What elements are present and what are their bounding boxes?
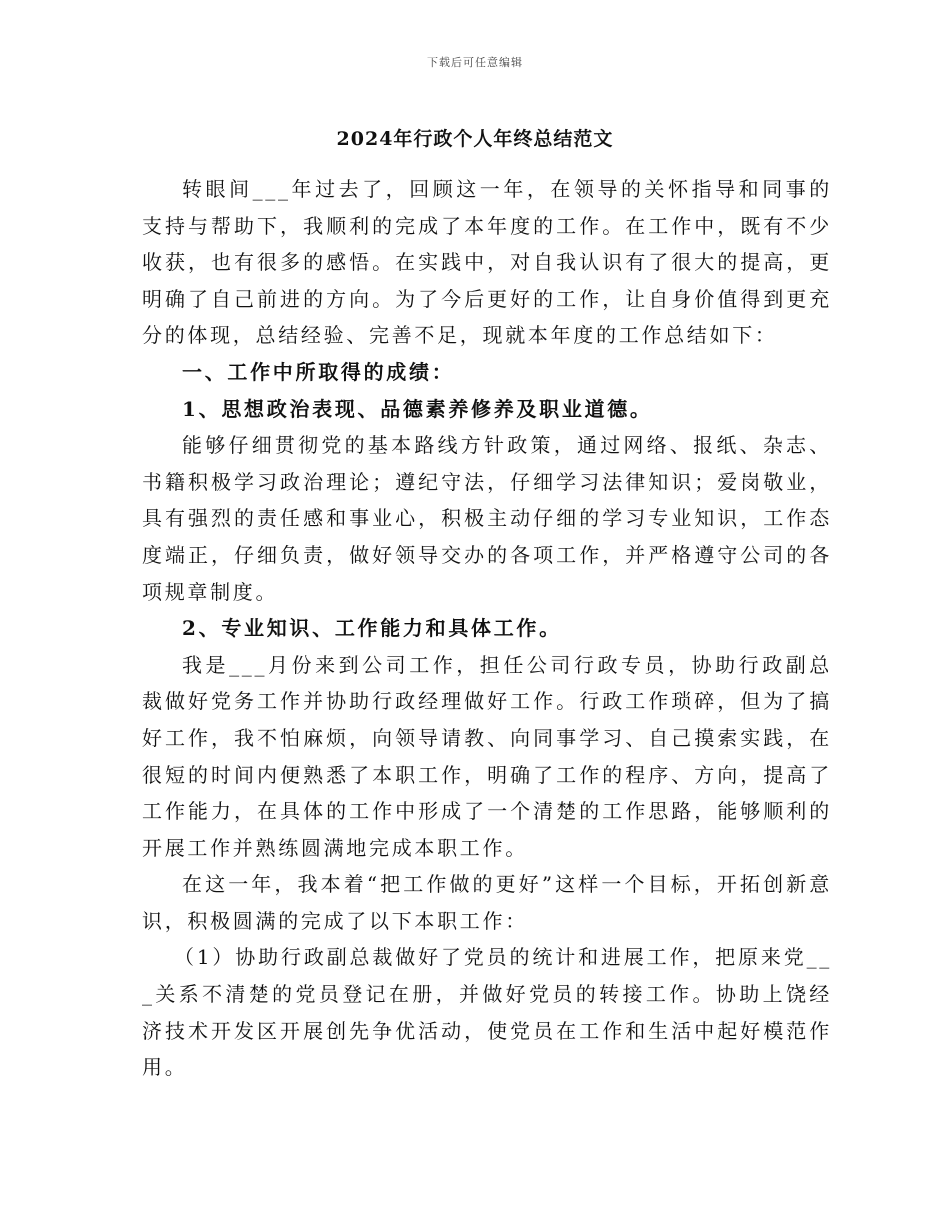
section-heading-achievements: 一、工作中所取得的成绩： <box>182 359 455 384</box>
work-item-1: （1）协助行政副总裁做好了党员的统计和进展工作，把原来党___关系不清楚的党员登记在册，并做好党员的转接工作。协助上饶经济技术开发区开展创先争优活动，使党员在工作和生活中起好模范作用。 <box>142 945 832 1080</box>
page-header-note: 下载后可任意编辑 <box>427 56 523 69</box>
document-title: 2024年行政个人年终总结范文 <box>336 128 614 150</box>
goal-paragraph: 在这一年，我本着“把工作做的更好”这样一个目标，开拓创新意识，积极圆满的完成了以下本职工作： <box>142 872 832 933</box>
ethics-paragraph: 能够仔细贯彻党的基本路线方针政策，通过网络、报纸、杂志、书籍积极学习政治理论；遵纪守法，仔细学习法律知识；爱岗敬业，具有强烈的责任感和事业心，积极主动仔细的学习专业知识，工作态度端正，仔细负责，做好领导交办的各项工作，并严格遵守公司的各项规章制度。 <box>142 433 832 604</box>
subsection-heading-skills: 2、专业知识、工作能力和具体工作。 <box>182 616 562 641</box>
skills-paragraph: 我是___月份来到公司工作，担任公司行政专员，协助行政副总裁做好党务工作并协助行政经理做好工作。行政工作琐碎，但为了搞好工作，我不怕麻烦，向领导请教、向同事学习、自己摸索实践，在很短的时间内便熟悉了本职工作，明确了工作的程序、方向，提高了工作能力，在具体的工作中形成了一个清楚的工作思路，能够顺利的开展工作并熟练圆满地完成本职工作。 <box>142 652 832 860</box>
intro-paragraph: 转眼间___年过去了，回顾这一年，在领导的关怀指导和同事的支持与帮助下，我顺利的完成了本年度的工作。在工作中，既有不少收获，也有很多的感悟。在实践中，对自我认识有了很大的提高，更明确了自己前进的方向。为了今后更好的工作，让自身价值得到更充分的体现，总结经验、完善不足，现就本年度的工作总结如下： <box>142 177 832 348</box>
document-body <box>142 171 832 1086</box>
subsection-heading-ethics: 1、思想政治表现、品德素养修养及职业道德。 <box>182 396 653 421</box>
